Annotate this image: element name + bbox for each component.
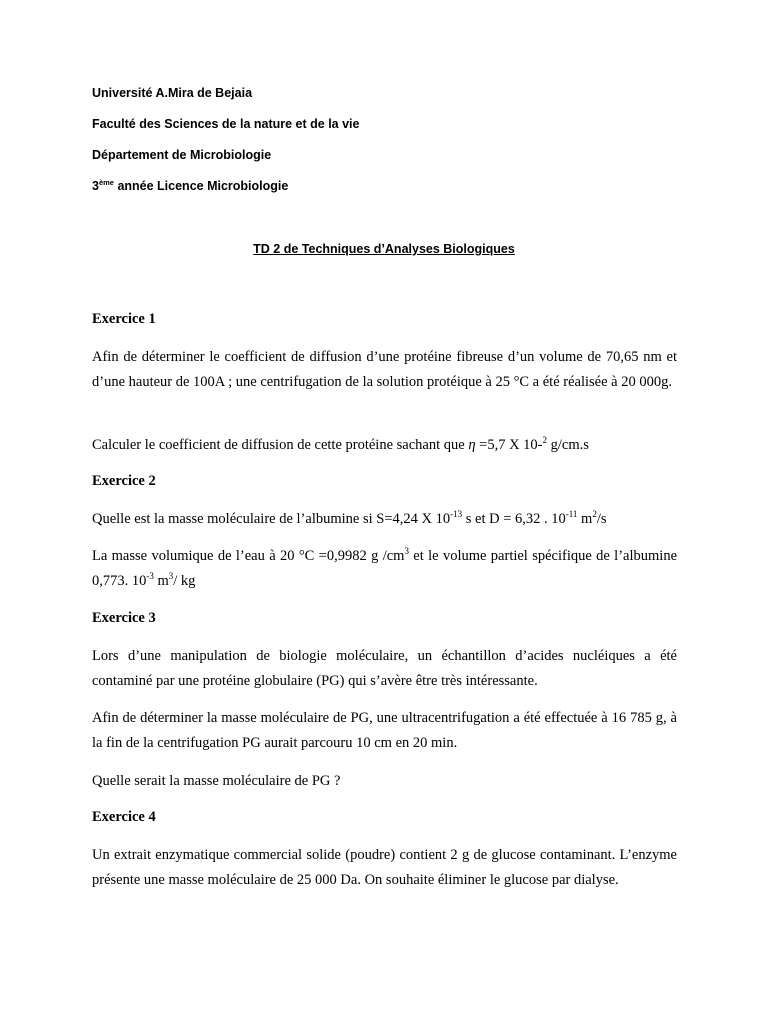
exercise-4-title: Exercice 4 (92, 809, 156, 825)
faculty-name: Faculté des Sciences de la nature et de la vie (92, 117, 360, 131)
ex2-p1-text-d: /s (596, 511, 607, 527)
ex1-p2-text-c: g/cm.s (547, 437, 589, 453)
ex1-p2-exponent: 2 (542, 435, 547, 445)
year-label: année Licence Microbiologie (113, 179, 289, 193)
ex2-p1-text-b: s et D = 6,32 . 10 (462, 511, 566, 527)
exercise-3-title: Exercice 3 (92, 610, 156, 626)
ex2-p2-exponent-1: 3 (404, 546, 409, 556)
ex1-p2-text-b: =5,7 X 10- (475, 437, 543, 453)
department-name: Département de Microbiologie (92, 148, 272, 162)
exercise-2-title: Exercice 2 (92, 473, 156, 489)
study-year (92, 179, 288, 193)
document-title-text: TD 2 de Techniques d’Analyses Biologiques (253, 242, 515, 256)
exercise-3-paragraph-1: Lors d’une manipulation de biologie moléculaire, un échantillon d’acides nucléiques a été contaminé par une protéine globulaire (PG) qui s’avère être très intéressante. (92, 648, 677, 689)
ex2-p1-text-c: m (577, 511, 593, 527)
exercise-2-paragraph-2 (92, 544, 677, 594)
exercise-3-paragraph-2: Afin de déterminer la masse moléculaire de PG, une ultracentrifugation a été effectuée à 16 785 g, à la fin de la centrifugation PG aurait parcouru 10 cm en 20 min. (92, 710, 677, 751)
ex2-p2-text-c: m (153, 573, 169, 589)
ex2-p2-text-b: et le volume partiel spécifique de l’albumine 0,773. 10 (92, 548, 677, 589)
exercise-1-paragraph-1: Afin de déterminer le coefficient de diffusion d’une protéine fibreuse d’un volume de 70,65 nm et d’une hauteur de 100A ; une centrifugation de la solution protéique à 25 °C a été réalisée à 20 000g. (92, 349, 677, 390)
ex1-p2-text-a: Calculer le coefficient de diffusion de cette protéine sachant que (92, 437, 469, 453)
ex2-p2-text-a: La masse volumique de l’eau à 20 °C =0,9982 g /cm (92, 548, 405, 564)
year-number: 3 (92, 179, 99, 193)
eta-symbol: η (468, 437, 476, 453)
year-superscript: ème (98, 178, 114, 187)
document-title (0, 242, 768, 256)
ex2-p2-exponent-3: 3 (168, 571, 174, 581)
ex2-p1-text-a: Quelle est la masse moléculaire de l’albumine si S=4,24 X 10 (92, 511, 451, 527)
ex2-p2-text-d: / kg (173, 573, 196, 589)
ex2-p2-exponent-2: -3 (146, 571, 154, 581)
exercise-3-paragraph-3: Quelle serait la masse moléculaire de PG ? (92, 773, 341, 789)
ex2-p1-exponent-2: -11 (565, 509, 578, 519)
university-name: Université A.Mira de Bejaia (92, 86, 253, 100)
ex2-p1-exponent-3: 2 (592, 509, 597, 519)
exercise-1-title: Exercice 1 (92, 311, 156, 327)
exercise-2-paragraph-1 (92, 507, 677, 532)
exercise-1-paragraph-2 (92, 433, 677, 458)
exercise-4-paragraph-1: Un extrait enzymatique commercial solide (poudre) contient 2 g de glucose contaminant. L’enzyme présente une masse moléculaire de 25 000 Da. On souhaite éliminer le glucose par dialyse. (92, 847, 677, 888)
ex2-p1-exponent-1: -13 (450, 509, 463, 519)
